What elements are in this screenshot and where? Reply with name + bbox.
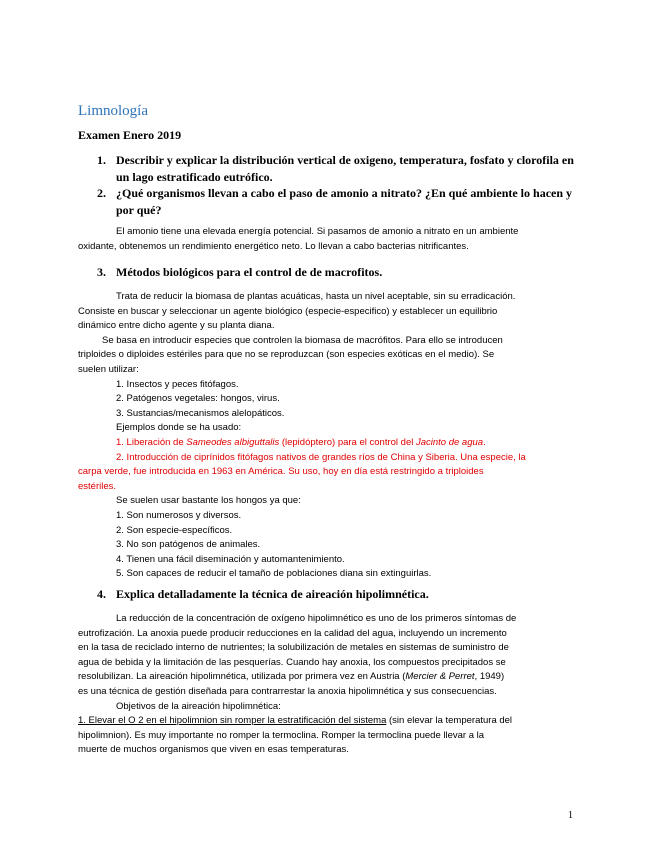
example-text: . (483, 436, 486, 448)
objective-text: (sin elevar la temperatura del (386, 715, 513, 727)
exam-heading: Examen Enero 2019 (78, 128, 182, 142)
paragraph-line: oxidante, obtenemos un rendimiento energético neto. Lo llevan a cabo bacterias nitrificantes. (78, 240, 469, 252)
objective-heading: 1. Elevar el O 2 en el hipolimnion sin romper la estratificación del sistema (78, 715, 387, 727)
list-item: 3. Sustancias/mecanismos alelopáticos. (116, 407, 285, 419)
paragraph-line: dinámico entre dicho agente y su planta diana. (78, 320, 275, 332)
example-2-line: 2. Introducción de ciprínidos fitófagos nativos de grandes ríos de China y Siberia. Una especie, la (116, 451, 526, 463)
paragraph-line: El amonio tiene una elevada energía potencial. Si pasamos de amonio a nitrato en un ambiente (116, 226, 519, 237)
fungi-intro: Se suelen usar bastante los hongos ya que: (116, 495, 301, 507)
question-4 (78, 586, 578, 603)
paragraph-line: eutrofización. La anoxia puede producir reducciones en la calidad del agua, incluyendo un incremento (78, 627, 507, 639)
paragraph-line: suelen utilizar: (78, 363, 139, 375)
paragraph-line: muerte de muchos organismos que viven en esas temperaturas. (78, 744, 349, 756)
paragraph-line: en la tasa de reciclado interno de nutrientes; la solubilización de metales en sistemas de suministro de (78, 642, 509, 654)
question-3-block (78, 264, 578, 281)
list-item: 1. Son numerosos y diversos. (116, 509, 242, 521)
list-item: 5. Son capaces de reducir el tamaño de poblaciones diana sin extinguirlas. (116, 568, 432, 580)
example-2-line: estériles. (78, 480, 117, 492)
objectives-intro: Objetivos de la aireación hipolimnética: (116, 700, 281, 712)
list-item: 2. Patógenos vegetales: hongos, virus. (116, 393, 280, 405)
question-text: Métodos biológicos para el control de de macrofitos. (116, 265, 383, 279)
paragraph-line: agua de bebida y la limitación de las pesquerías. Cuando hay anoxia, los compuestos precipitados se (78, 656, 506, 668)
question-number: 4. (97, 587, 106, 601)
examples-intro: Ejemplos donde se ha usado: (116, 422, 242, 434)
paragraph-line: Consiste en buscar y seleccionar un agente biológico (especie-especifico) y establecer un equilibrio (78, 305, 498, 317)
question-number: 2. (97, 186, 106, 200)
question-text: ¿Qué organismos llevan a cabo el paso de amonio a nitrato? ¿En qué ambiente lo hacen y por qué? (116, 186, 573, 217)
target-plant-name: Jacinto de agua (415, 436, 484, 448)
question-1 (78, 152, 578, 185)
paragraph-line: triploides o diploides estériles para que no se reproduzcan (son especies exóticas en el medio). Se (78, 349, 495, 361)
answer-4 (78, 612, 578, 758)
list-item: 4. Tienen una fácil diseminación y automantenimiento. (116, 553, 345, 565)
paragraph-line: Se basa en introducir especies que controlen la biomasa de macrófitos. Para ello se introducen (102, 334, 503, 346)
page-number: 1 (568, 810, 573, 821)
paragraph-line: Trata de reducir la biomasa de plantas acuáticas, hasta un nivel aceptable, sin su erradicación. (116, 291, 516, 302)
questions-1-2 (78, 152, 578, 218)
citation-year: , 1949) (474, 671, 505, 683)
example-1 (78, 436, 578, 451)
question-3 (78, 264, 578, 281)
answer-3 (78, 290, 578, 582)
page-title: Limnología (78, 103, 148, 119)
objective-1 (78, 714, 578, 729)
list-item: 3. No son patógenos de animales. (116, 539, 261, 551)
question-2 (78, 185, 578, 218)
species-name: Sameodes albiguttalis (186, 436, 280, 448)
paragraph-line: es una técnica de gestión diseñada para contrarrestar la anoxia hipolimnética y sus consecuencias. (78, 685, 497, 697)
example-2-line: carpa verde, fue introducida en 1963 en América. Su uso, hoy en día está restringido a triploides (78, 466, 484, 478)
paragraph-line-with-citation (78, 670, 578, 685)
citation-authors: Mercier & Perret (405, 671, 475, 683)
paragraph-line: hipolimnion). Es muy importante no romper la termoclina. Romper la termoclina puede llevar a la (78, 729, 485, 741)
list-item: 2. Son especie-específicos. (116, 524, 233, 536)
example-text: (lepidóptero) para el control del (279, 436, 416, 448)
question-number: 1. (97, 153, 106, 167)
question-number: 3. (97, 265, 106, 279)
question-4-block (78, 586, 578, 603)
answer-2 (78, 225, 578, 254)
paragraph-text: resolubilizan. La aireación hipolimnética, utilizada por primera vez en Austria ( (78, 671, 406, 683)
paragraph-line: La reducción de la concentración de oxígeno hipolimnético es uno de los primeros síntomas de (116, 613, 517, 624)
question-text: Explica detalladamente la técnica de aireación hipolimnética. (116, 587, 429, 601)
question-text: Describir y explicar la distribución vertical de oxigeno, temperatura, fosfato y clorofila en un lago estratificado eutrófico. (116, 153, 574, 184)
example-text: 1. Liberación de (116, 436, 187, 448)
list-item: 1. Insectos y peces fitófagos. (116, 378, 239, 390)
